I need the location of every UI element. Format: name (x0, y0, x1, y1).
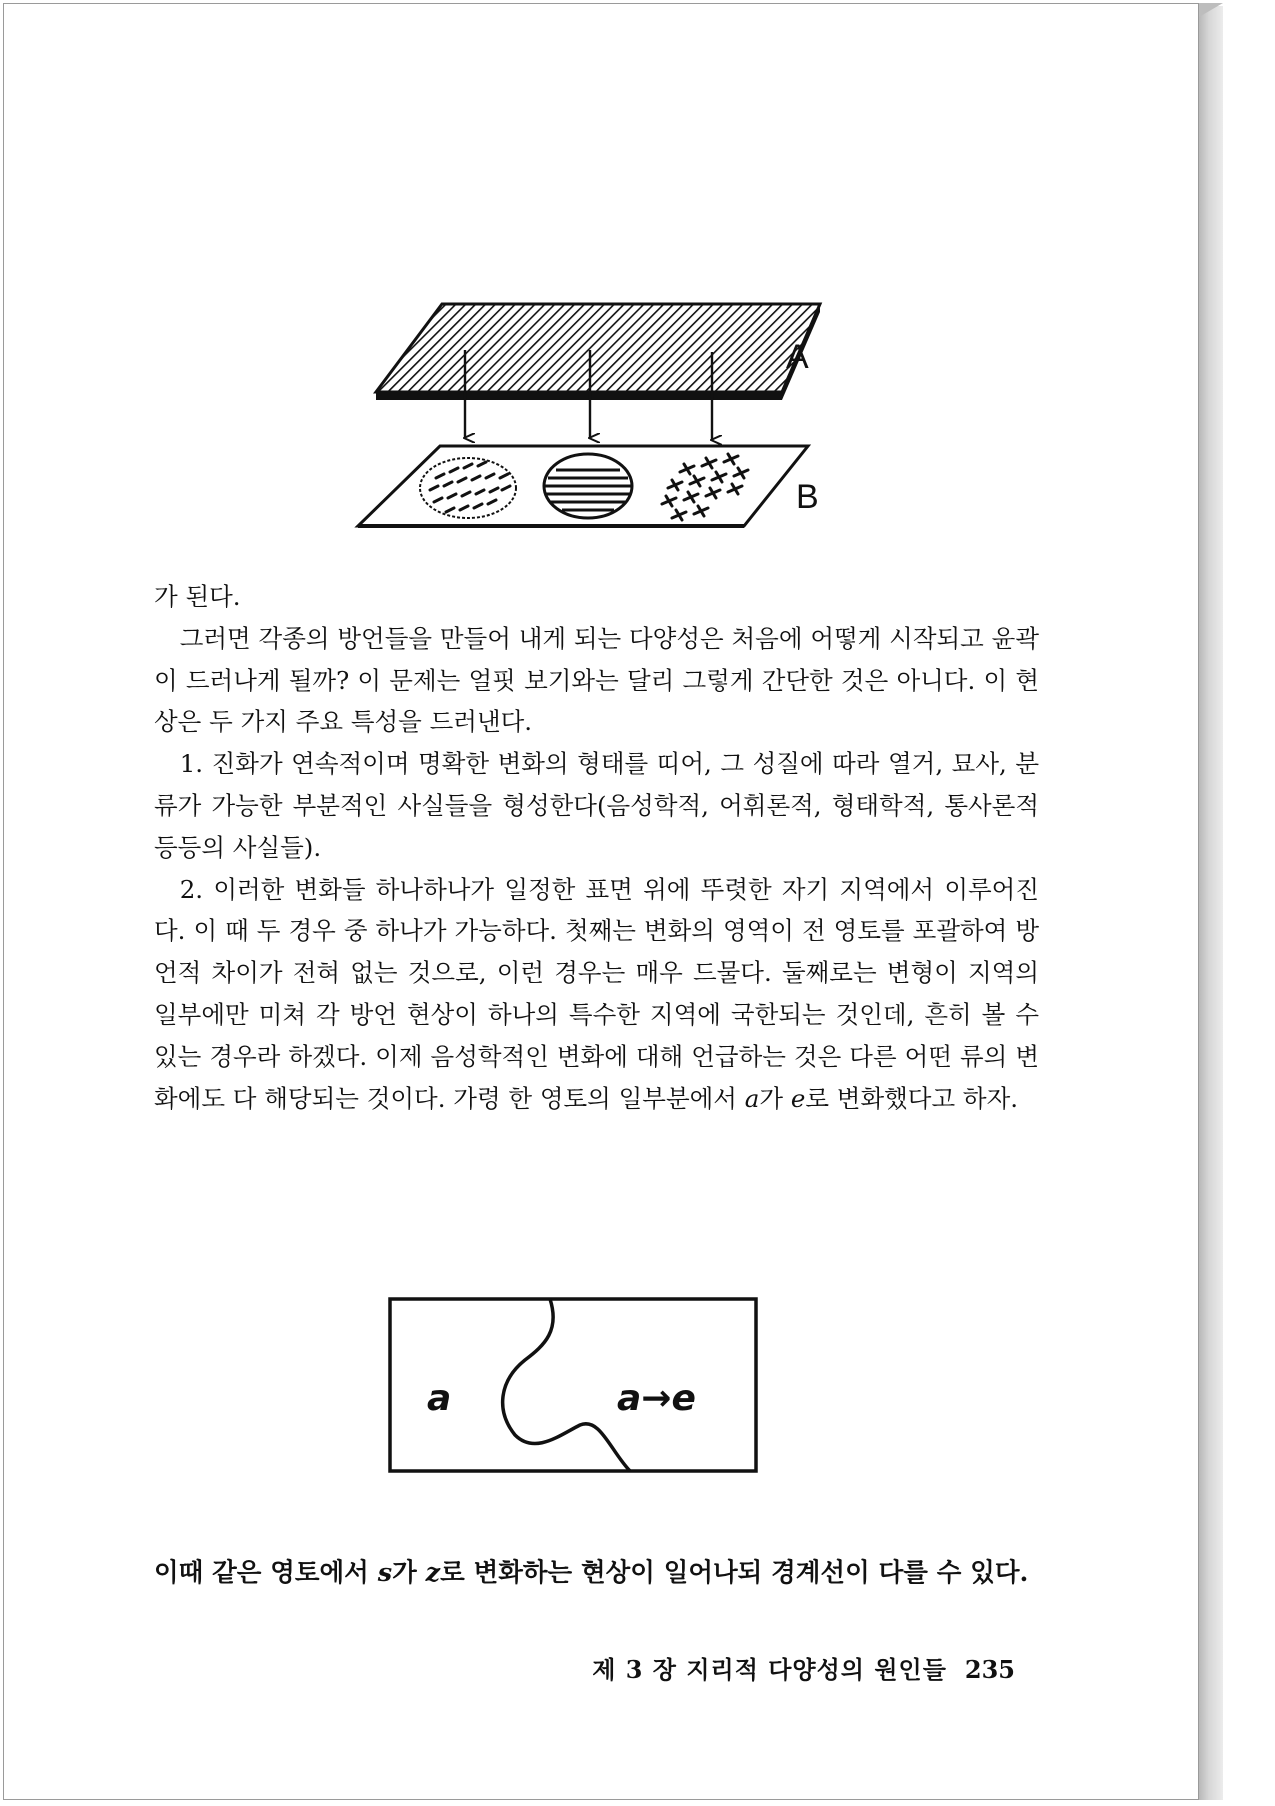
closing-paragraph (154, 1552, 1039, 1594)
page-corner-fold (1199, 3, 1223, 17)
paragraph-2: 그러면 각종의 방언들을 만들어 내게 되는 다양성은 처음에 어떻게 시작되고 윤곽이 드러나게 될까? 이 문제는 얼핏 보기와는 달리 그렇게 간단한 것은 아니다. 이 현상은 두 가지 주요 특성을 드러낸다. (154, 623, 1039, 737)
paragraph-4-mid: 가 (759, 1083, 791, 1113)
dialect-area-2 (544, 454, 632, 518)
chapter-title: 제 3 장 지리적 다양성의 원인들 (592, 1655, 947, 1684)
variable-a: a (744, 1083, 760, 1113)
page-edge-shadow (1199, 6, 1223, 1800)
closing-part-3: 로 변화하는 현상이 일어나되 경계선이 다를 수 있다. (440, 1558, 1029, 1588)
variable-z: z (425, 1558, 441, 1588)
figure-boundary-diagram (385, 1285, 765, 1485)
paragraph-1: 가 된다. (154, 582, 241, 611)
label-a: A (786, 338, 809, 376)
paragraph-4-main: 2. 이러한 변화들 하나하나가 일정한 표면 위에 뚜렷한 자기 지역에서 이루어진다. 이 때 두 경우 중 하나가 가능하다. 첫째는 변화의 영역이 전 영토를 포괄하여 방언적 차이가 전혀 없는 것으로, 이런 경우는 매우 드물다. 둘째로는 변형이 지역의 일부에만 미쳐 각 방언 현상이 하나의 특수한 지역에 국한되는 것인데, 흔히 볼 수 있는 경우라 하겠다. 이제 음성학적인 변화에 대해 언급하는 것은 다른 어떤 류의 변화에도 다 해당되는 것이다. 가령 한 영토의 일부분에서 (154, 874, 1039, 1113)
figure-layer-diagram (350, 300, 830, 540)
closing-part-1: 이때 같은 영토에서 (154, 1558, 378, 1588)
dialect-area-1 (420, 458, 516, 518)
paragraph-4 (154, 869, 1039, 1120)
body-text (154, 576, 1039, 1119)
region-label-a-to-e: a→e (617, 1378, 696, 1419)
label-b: B (796, 478, 819, 516)
variable-s: s (377, 1558, 393, 1588)
closing-text (154, 1552, 1039, 1594)
paragraph-4-end: 로 변화했다고 하자. (805, 1083, 1019, 1113)
plane-a (376, 304, 820, 400)
paragraph-3: 1. 진화가 연속적이며 명확한 변화의 형태를 띠어, 그 성질에 따라 열거, 묘사, 분류가 가능한 부분적인 사실들을 형성한다(음성학적, 어휘론적, 형태학적, 통사론적 등등의 사실들). (154, 749, 1039, 862)
closing-part-2: 가 (392, 1558, 426, 1588)
running-footer (560, 1650, 1015, 1685)
page-number: 235 (964, 1655, 1015, 1684)
region-label-a: a (427, 1378, 452, 1419)
variable-e: e (790, 1083, 806, 1113)
